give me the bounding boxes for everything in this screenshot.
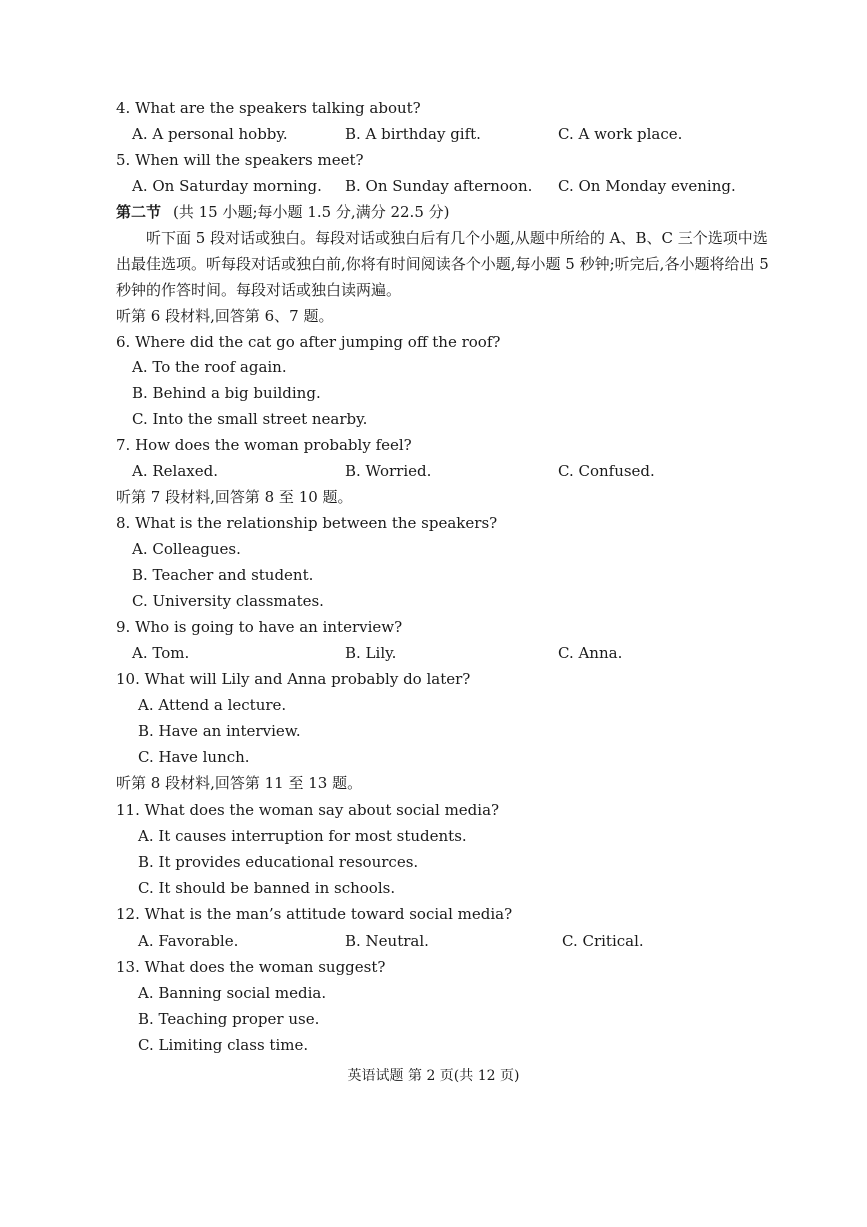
option-13b: B. Teaching proper use. xyxy=(138,1010,320,1028)
option-8c: C. University classmates. xyxy=(132,592,324,610)
section-title: 第二节 xyxy=(116,203,162,221)
option-7c: C. Confused. xyxy=(558,462,655,480)
question-4: 4. What are the speakers talking about? xyxy=(116,99,421,117)
option-4a: A. A personal hobby. xyxy=(132,125,288,143)
option-6b: B. Behind a big building. xyxy=(132,384,321,402)
question-6: 6. Where did the cat go after jumping off the roof? xyxy=(116,333,501,351)
option-12a: A. Favorable. xyxy=(138,932,239,950)
option-13c: C. Limiting class time. xyxy=(138,1036,309,1054)
option-9c: C. Anna. xyxy=(558,644,623,662)
question-8: 8. What is the relationship between the speakers? xyxy=(116,514,498,532)
option-13a: A. Banning social media. xyxy=(138,984,327,1002)
question-10: 10. What will Lily and Anna probably do later? xyxy=(116,670,471,688)
option-11a: A. It causes interruption for most students. xyxy=(138,827,467,845)
option-5a: A. On Saturday morning. xyxy=(132,177,322,195)
option-10a: A. Attend a lecture. xyxy=(138,696,287,714)
option-5b: B. On Sunday afternoon. xyxy=(345,177,533,195)
option-6c: C. Into the small street nearby. xyxy=(132,410,368,428)
option-8a: A. Colleagues. xyxy=(132,540,241,558)
option-4c: C. A work place. xyxy=(558,125,683,143)
page-footer: 英语试题 第 2 页(共 12 页) xyxy=(347,1068,520,1084)
option-10c: C. Have lunch. xyxy=(138,748,250,766)
option-10b: B. Have an interview. xyxy=(138,722,301,740)
material-6-heading: 听第 6 段材料,回答第 6、7 题。 xyxy=(116,307,334,325)
option-5c: C. On Monday evening. xyxy=(558,177,736,195)
option-7b: B. Worried. xyxy=(345,462,432,480)
question-7: 7. How does the woman probably feel? xyxy=(116,436,412,454)
option-8b: B. Teacher and student. xyxy=(132,566,314,584)
material-8-heading: 听第 8 段材料,回答第 11 至 13 题。 xyxy=(116,774,363,792)
option-11b: B. It provides educational resources. xyxy=(138,853,419,871)
question-9: 9. Who is going to have an interview? xyxy=(116,618,403,636)
section-note: (共 15 小题;每小题 1.5 分,满分 22.5 分) xyxy=(173,203,450,221)
option-6a: A. To the roof again. xyxy=(132,358,287,376)
section-header xyxy=(116,202,450,222)
option-9a: A. Tom. xyxy=(132,644,190,662)
question-5: 5. When will the speakers meet? xyxy=(116,151,364,169)
option-9b: B. Lily. xyxy=(345,644,397,662)
option-12b: B. Neutral. xyxy=(345,932,429,950)
question-13: 13. What does the woman suggest? xyxy=(116,958,386,976)
option-12c: C. Critical. xyxy=(562,932,644,950)
question-12: 12. What is the man’s attitude toward social media? xyxy=(116,905,513,923)
material-7-heading: 听第 7 段材料,回答第 8 至 10 题。 xyxy=(116,488,353,506)
option-7a: A. Relaxed. xyxy=(132,462,218,480)
option-4b: B. A birthday gift. xyxy=(345,125,481,143)
section-instructions: 听下面 5 段对话或独白。每段对话或独白后有几个小题,从题中所给的 A、B、C 三个选项中选出最佳选项。听每段对话或独白前,你将有时间阅读各个小题,每小题 5 秒钟;听完后,各小题将给出 5 秒钟的作答时间。每段对话或独白读两遍。 xyxy=(116,229,769,299)
question-11: 11. What does the woman say about social media? xyxy=(116,801,500,819)
option-11c: C. It should be banned in schools. xyxy=(138,879,396,897)
